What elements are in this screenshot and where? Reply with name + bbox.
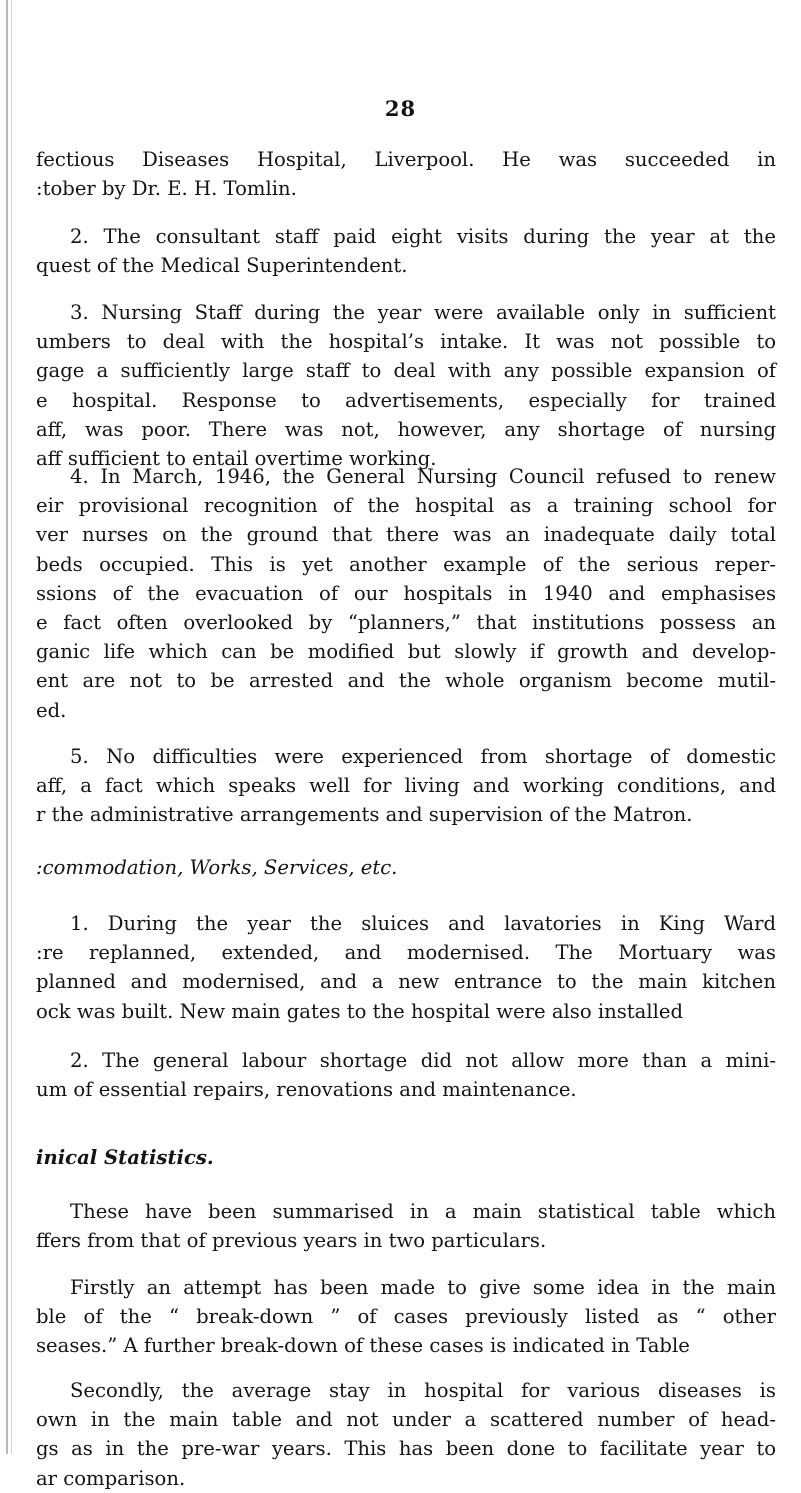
paragraph-statistics-summary xyxy=(36,1197,776,1255)
text-line: ffers from that of previous years in two particulars. xyxy=(36,1229,547,1253)
text-line: fectious Diseases Hospital, Liverpool. He was succeeded in xyxy=(36,148,776,171)
paragraph-labour-shortage xyxy=(36,1046,776,1104)
text-line: :re replanned, extended, and modernised. The Mortuary was xyxy=(36,941,776,965)
text-line: gs as in the pre-war years. This has been done to facilitate year to xyxy=(36,1437,776,1461)
text-line: ar comparison. xyxy=(36,1466,186,1490)
text-line: Secondly, the average stay in hospital for various diseases is xyxy=(70,1379,776,1402)
text-line: planned and modernised, and a new entrance to the main kitchen xyxy=(36,970,776,994)
text-line: seases.” A further break-down of these cases is indicated in Table xyxy=(36,1334,690,1358)
text-line: ssions of the evacuation of our hospitals in 1940 and emphasises xyxy=(36,581,776,605)
text-line: 4. In March, 1946, the General Nursing Council refused to renew xyxy=(70,465,776,488)
paragraph-sluices-lavatories xyxy=(36,909,776,1026)
text-line: :tober by Dr. E. H. Tomlin. xyxy=(36,177,297,201)
text-line: quest of the Medical Superintendent. xyxy=(36,254,408,278)
text-line: e hospital. Response to advertisements, especially for trained xyxy=(36,388,776,412)
text-line: eir provisional recognition of the hospital as a training school for xyxy=(36,494,776,518)
text-line: umbers to deal with the hospital’s intake. It was not possible to xyxy=(36,330,776,354)
text-line: 2. The consultant staff paid eight visits during the year at the xyxy=(70,225,776,248)
text-line: gage a sufficiently large staff to deal with any possible expansion of xyxy=(36,359,776,383)
text-line: Firstly an attempt has been made to give some idea in the main xyxy=(70,1276,776,1299)
text-line: ed. xyxy=(36,698,67,722)
text-line: aff, a fact which speaks well for living and working conditions, and xyxy=(36,774,776,798)
text-line: These have been summarised in a main statistical table which xyxy=(70,1200,776,1223)
text-line: ver nurses on the ground that there was an inadequate daily total xyxy=(36,523,776,547)
text-line: um of essential repairs, renovations and maintenance. xyxy=(36,1078,577,1102)
heading-clinical-statistics: inical Statistics. xyxy=(36,1146,214,1169)
page-number: 28 xyxy=(384,96,417,121)
text-line: 2. The general labour shortage did not allow more than a mini- xyxy=(70,1049,776,1072)
text-line: aff sufficient to entail overtime working. xyxy=(36,447,437,471)
paragraph-consultant-staff xyxy=(36,222,776,280)
text-line: r the administrative arrangements and supervision of the Matron. xyxy=(36,803,693,827)
page-gutter-shadow xyxy=(6,0,8,1454)
heading-accommodation: :commodation, Works, Services, etc. xyxy=(36,856,398,879)
paragraph-nursing-council xyxy=(36,462,776,725)
text-line: ock was built. New main gates to the hospital were also installed xyxy=(36,999,684,1023)
text-line: ent are not to be arrested and the whole organism become mutil- xyxy=(36,669,776,693)
text-line: ble of the “ break-down ” of cases previously listed as “ other xyxy=(36,1305,776,1329)
paragraph-intro xyxy=(36,145,776,203)
paragraph-break-down xyxy=(36,1273,776,1361)
text-line: ganic life which can be modified but slowly if growth and develop- xyxy=(36,640,776,664)
text-line: own in the main table and not under a scattered number of head- xyxy=(36,1408,776,1432)
text-line: 5. No difficulties were experienced from shortage of domestic xyxy=(70,745,776,768)
page-gutter-shadow-inner xyxy=(11,0,12,1454)
text-line: aff, was poor. There was not, however, any shortage of nursing xyxy=(36,417,776,441)
paragraph-nursing-staff xyxy=(36,298,776,473)
paragraph-domestic-staff xyxy=(36,742,776,830)
text-line: 1. During the year the sluices and lavatories in King Ward xyxy=(70,912,776,935)
text-line: e fact often overlooked by “planners,” that institutions possess an xyxy=(36,611,776,635)
text-line: 3. Nursing Staff during the year were available only in sufficient xyxy=(70,301,776,324)
paragraph-average-stay xyxy=(36,1376,776,1493)
text-line: beds occupied. This is yet another example of the serious reper- xyxy=(36,552,776,576)
